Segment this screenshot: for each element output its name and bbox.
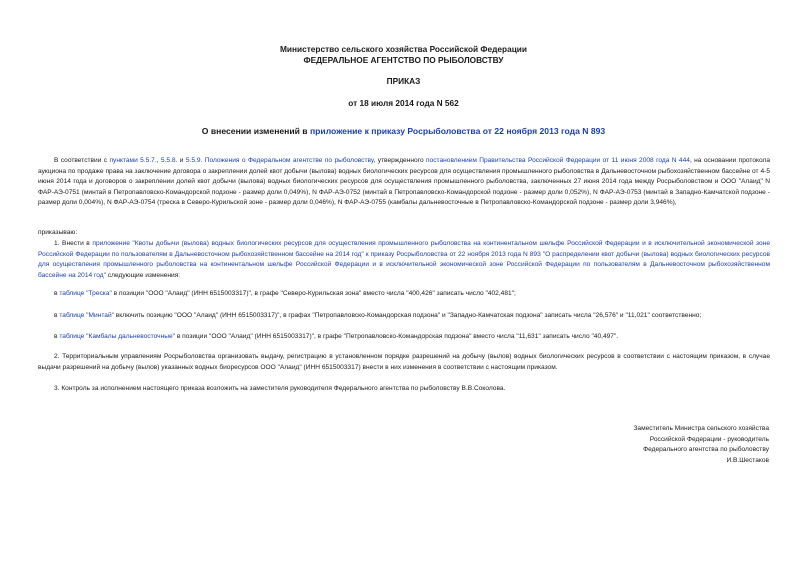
link-table-pollock[interactable]: таблице "Минтай" [59,312,114,319]
item-1-text-1: 1. Внести в [54,240,93,247]
link-p-5-5-8[interactable]: 5.5.8. [160,157,178,164]
preamble-text-2: , [156,157,161,164]
change-1-text-1: в [54,290,60,297]
change-cod-paragraph [38,289,770,300]
doc-type-heading: ПРИКАЗ [386,76,421,86]
date-number-heading: от 18 июля 2014 года N 562 [348,98,459,108]
preamble-text-3: и [177,157,186,164]
item-1-paragraph [38,239,770,281]
item-3-text: 3. Контроль за исполнением настоящего приказа возложить на заместителя руководителя Федерального агентства по рыболовству В.В.Соколова. [54,385,506,392]
order-word: приказываю: [38,229,78,236]
change-2-text-2: включить позицию "ООО "Алаид" (ИНН 6515003317)", в графах "Петропавловско-Командорская подзона" и "Западно-Камчатская подзона" записать числа "26,576" и "11,021" соответственно; [113,312,702,319]
signature-block [633,424,769,466]
link-appendix[interactable]: приложение "Квоты добычи (вылова) водных биологических ресурсов для осуществления промышленного рыболовства на континентальном шельфе Российской Федерации и в исключительной экономической зоне Российской Федерации по пользователям в Дальневосточном рыбохозяйственном бассейне на 2014 год" к приказу Росрыболовства от 22 ноября 2013 года N 893 "О распределении квот добычи (вылова) водных биологических ресурсов для осуществления промышленного рыболовства на континентальном шельфе Российской Федерации и в исключительной экономической зоне Российской Федерации по пользователям в Дальневосточном рыбохозяйственном бассейне на 2014 год" [38,240,770,279]
change-flounder-paragraph [38,332,770,343]
preamble-paragraph [38,156,770,209]
link-government-decree[interactable]: постановлением Правительства Российской Федерации от 11 июня 2008 года N 444 [426,157,690,164]
link-table-flounder[interactable]: таблице "Камбалы дальневосточные" [59,333,175,340]
item-2-text: 2. Территориальным управлениям Росрыболовства организовать выдачу, регистрацию в установленном порядке разрешений на добычу (вылов) водных биологических ресурсов в соответствии с настоящим приказом, в случае выдачи разрешений на добычу (вылов) указанных водных биоресурсов ООО "Алаид" (ИНН 6515003317) внести в них изменения в соответствии с настоящим приказом. [38,353,770,371]
title-prefix: О внесении изменений в [201,126,310,136]
change-1-text-2: в позиции "ООО "Алаид" (ИНН 6515003317)", в графе "Северо-Курильская зона" вместо числа "400,426" записать число "402,481"; [111,290,516,297]
signature-line-3: Федерального агентства по рыболовству [643,446,769,454]
change-pollock-paragraph [38,311,770,322]
change-3-text-1: в [54,333,60,340]
preamble-text-4: , утвержденного [373,157,426,164]
item-3-paragraph [38,384,770,395]
link-p-5-5-7[interactable]: пунктами 5.5.7. [109,157,157,164]
change-2-text-1: в [54,312,60,319]
item-2-paragraph [38,352,770,373]
document-title [0,126,807,136]
item-1-text-2: следующие изменения: [106,271,181,279]
signature-line-1: Заместитель Министра сельского хозяйства [633,425,769,432]
ministry-heading: Министерство сельского хозяйства Российской Федерации [280,44,527,54]
link-regulation[interactable]: 5.5.9. Положения о Федеральном агентстве по рыболовству [185,157,374,164]
change-3-text-2: в позиции "ООО "Алаид" (ИНН 6515003317)", в графе "Петропавловско-Командорская подзона" вместо числа "11,631" записать число "40,497". [174,333,619,340]
agency-heading: ФЕДЕРАЛЬНОЕ АГЕНТСТВО ПО РЫБОЛОВСТВУ [303,55,504,65]
link-table-cod[interactable]: таблице "Треска" [59,290,112,297]
title-link[interactable]: приложение к приказу Росрыболовства от 22 ноября 2013 года N 893 [309,126,606,136]
signature-line-2: Российской Федерации - руководитель [649,435,769,443]
preamble-text-5: , на основании протокола аукциона по продаже права на заключение договора о закреплении долей квот добычи (вылова) водных биологических ресурсов для осуществления промышленного рыболовства в Дальневосточном рыбохозяйственном бассейне от 4-5 июня 2014 года и договоров о закреплении долей квот добычи (вылова) водных биологических ресурсов для осуществления промышленного рыболовства, заключенных 27 июня 2014 года между Росрыболовством и ООО "Алаид" N ФАР-АЭ-0751 (минтай в Петропавловско-Командорской подзоне - размер доли 0,049%), N ФАР-АЭ-0752 (минтай в Петропавловско-Командорской подзоне - размер доли 0,052%), N ФАР-АЭ-0753 (минтай в Западно-Камчатской подзоне - размер доли 0,004%), N ФАР-АЭ-0754 (треска в Северо-Курильской зоне - размер доли 0,046%), N ФАР-АЭ-0755 (камбалы дальневосточные в Петропавловско-Командорской подзоне - размер доли 3,946%), [38,157,770,207]
preamble-text-1: В соответствии с [54,157,110,164]
signature-name: И.В.Шестаков [726,456,769,464]
